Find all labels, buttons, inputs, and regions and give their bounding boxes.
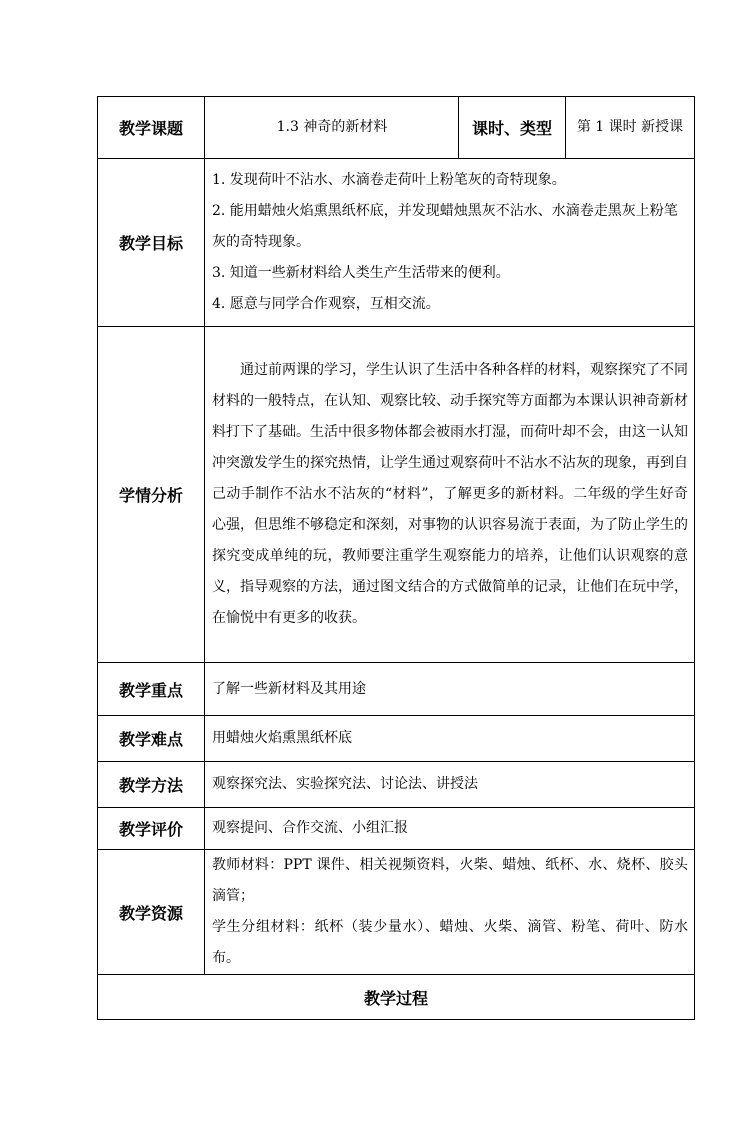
methods-label: 教学方法 bbox=[98, 762, 205, 808]
objective-item: 1. 发现荷叶不沾水、水滴卷走荷叶上粉笔灰的奇特现象。 bbox=[212, 172, 566, 188]
process-row bbox=[98, 975, 695, 1020]
evaluation-row bbox=[98, 808, 695, 850]
process-heading: 教学过程 bbox=[98, 975, 695, 1020]
analysis-label: 学情分析 bbox=[98, 327, 205, 663]
key-points-row bbox=[98, 663, 695, 716]
methods-row bbox=[98, 762, 695, 808]
analysis-text: 通过前两课的学习，学生认识了生活中各种各样的材料，观察探究了不同材料的一般特点，在认知、观察比较、动手探究等方面都为本课认识神奇新材料打下了基础。生活中很多物体都会被雨水打湿，而荷叶却不会，由这一认知冲突激发学生的探究热情，让学生通过观察荷叶不沾水不沾灰的现象，再到自己动手制作不沾水不沾灰的“材料”，了解更多的新材料。二年级的学生好奇心强，但思维不够稳定和深刻，对事物的认识容易流于表面，为了防止学生的探究变成单纯的玩，教师要注重学生观察能力的培养，让他们认识观察的意义，指导观察的方法，通过图文结合的方式做简单的记录，让他们在玩中学，在愉悦中有更多的收获。 bbox=[205, 327, 695, 663]
difficulties-value: 用蜡烛火焰熏黑纸杯底 bbox=[205, 716, 695, 762]
objective-item: 4. 愿意与同学合作观察，互相交流。 bbox=[212, 296, 440, 312]
topic-value: 1.3 神奇的新材料 bbox=[205, 97, 459, 159]
teacher-materials: 教师材料：PPT 课件、相关视频资料，火柴、蜡烛、纸杯、水、烧杯、胶头滴管； bbox=[212, 857, 688, 904]
topic-label: 教学课题 bbox=[98, 97, 205, 159]
objectives-row bbox=[98, 159, 695, 327]
objective-item: 2. 能用蜡烛火焰熏黑纸杯底，并发现蜡烛黑灰不沾水、水滴卷走黑灰上粉笔灰的奇特现象。 bbox=[212, 203, 678, 250]
objectives-content bbox=[205, 159, 695, 327]
objectives-label: 教学目标 bbox=[98, 159, 205, 327]
lesson-type-value: 第 1 课时 新授课 bbox=[566, 97, 695, 159]
objective-item: 3. 知道一些新材料给人类生产生活带来的便利。 bbox=[212, 265, 510, 281]
difficulties-label: 教学难点 bbox=[98, 716, 205, 762]
difficulties-row bbox=[98, 716, 695, 762]
key-points-label: 教学重点 bbox=[98, 663, 205, 716]
topic-row bbox=[98, 97, 695, 159]
resources-row bbox=[98, 850, 695, 975]
analysis-row bbox=[98, 327, 695, 663]
methods-value: 观察探究法、实验探究法、讨论法、讲授法 bbox=[205, 762, 695, 808]
student-materials: 学生分组材料：纸杯（装少量水）、蜡烛、火柴、滴管、粉笔、荷叶、防水布。 bbox=[212, 919, 688, 966]
evaluation-value: 观察提问、合作交流、小组汇报 bbox=[205, 808, 695, 850]
resources-label: 教学资源 bbox=[98, 850, 205, 975]
key-points-value: 了解一些新材料及其用途 bbox=[205, 663, 695, 716]
lesson-type-label: 课时、类型 bbox=[459, 97, 566, 159]
resources-content bbox=[205, 850, 695, 975]
evaluation-label: 教学评价 bbox=[98, 808, 205, 850]
lesson-plan-table bbox=[97, 96, 695, 1020]
